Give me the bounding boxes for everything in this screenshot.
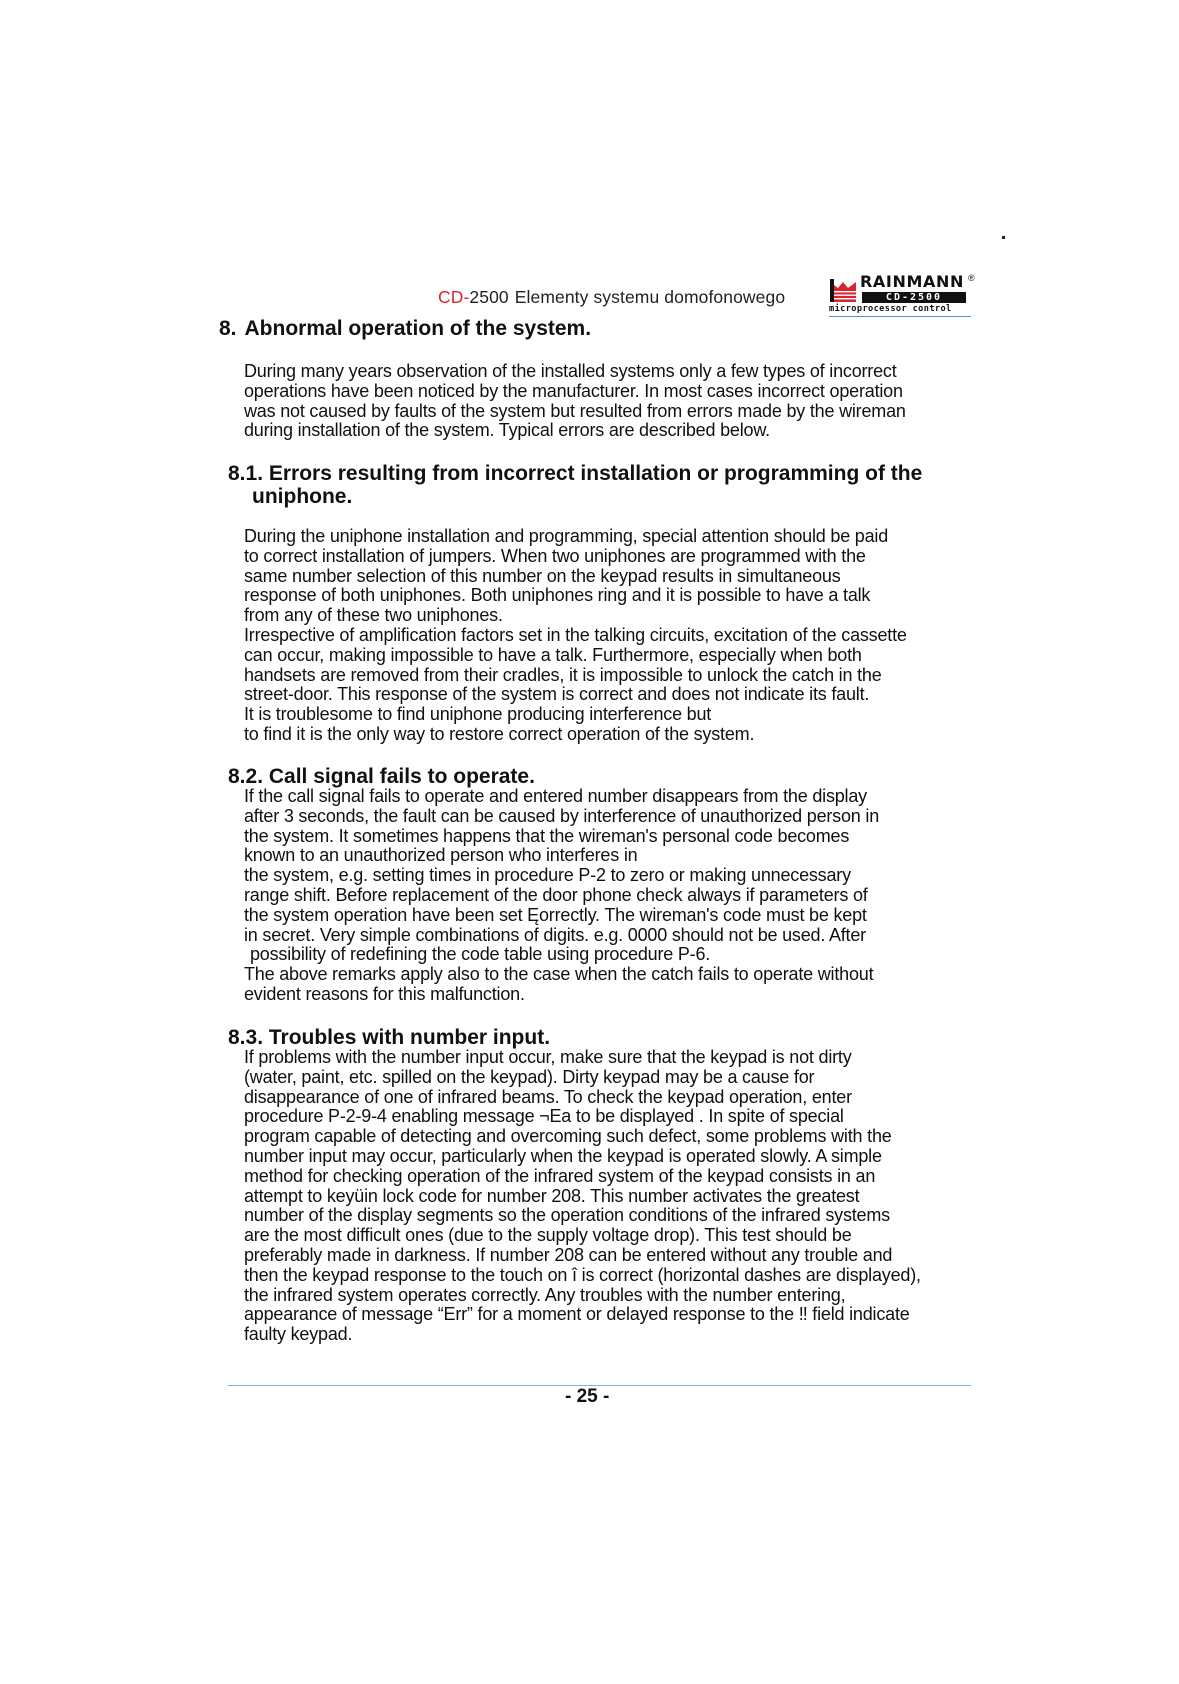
text-line: The above remarks apply also to the case when the catch fails to operate without — [244, 964, 874, 985]
text-line: was not caused by faults of the system but resulted from errors made by the wireman — [244, 400, 906, 421]
logo-tagline: microprocessor control — [829, 304, 952, 314]
text-line: During the uniphone installation and programming, special attention should be paid — [244, 526, 889, 546]
logo-model: CD-2500 — [862, 292, 966, 303]
text-line: in secret. Very simple combinations of digits. e.g. 0000 should not be used. After — [244, 924, 866, 945]
logo-brand: RAINMANN — [860, 272, 964, 291]
text-line: number input may occur, particularly when the keypad is operated slowly. A simple — [244, 1145, 882, 1166]
text-line: (water, paint, etc. spilled on the keypad). Dirty keypad may be a cause for — [244, 1066, 815, 1087]
subsection-8-1-title — [228, 462, 922, 508]
stray-dot — [1002, 236, 1005, 239]
title-line: 8.1. Errors resulting from incorrect installation or programming of the — [228, 462, 923, 485]
logo-registered-mark: ® — [968, 273, 975, 283]
text-line: to find it is the only way to restore correct operation of the system. — [244, 723, 755, 744]
text-line: after 3 seconds, the fault can be caused by interference of unauthorized person in — [244, 805, 880, 826]
text-line: handsets are removed from their cradles, it is impossible to unlock the catch in the — [244, 664, 882, 685]
text-line: to correct installation of jumpers. When two uniphones are programmed with the — [244, 545, 866, 566]
text-line: range shift. Before replacement of the door phone check always if parameters of — [244, 884, 868, 905]
text-line: disappearance of one of infrared beams. To check the keypad operation, enter — [244, 1086, 852, 1107]
text-line: the system operation have been set Ęorrectly. The wireman's code must be kept — [244, 904, 867, 925]
text-line: from any of these two uniphones. — [244, 605, 503, 626]
text-line: street-door. This response of the system is correct and does not indicate its fault. — [244, 684, 870, 705]
title-line: 8.3. Troubles with number input. — [228, 1026, 551, 1049]
text-line: appearance of message “Err” for a moment or delayed response to the ‼ field indicate — [244, 1304, 910, 1325]
text-line: operations have been noticed by the manufacturer. In most cases incorrect operation — [244, 380, 903, 401]
intro-paragraph — [244, 362, 906, 441]
text-line: If problems with the number input occur, make sure that the keypad is not dirty — [244, 1047, 852, 1067]
text-line: response of both uniphones. Both uniphones ring and it is possible to have a talk — [244, 585, 871, 606]
header-model-prefix: CD- — [438, 287, 470, 307]
subsection-8-3-title — [228, 1026, 550, 1049]
text-line: method for checking operation of the infrared system of the keypad consists in an — [244, 1165, 876, 1186]
text-line: number of the display segments so the operation conditions of the infrared systems — [244, 1205, 890, 1226]
section-number: 8. — [219, 317, 237, 340]
text-line: during installation of the system. Typical errors are described below. — [244, 420, 770, 441]
text-line: can occur, making impossible to have a talk. Furthermore, especially when both — [244, 644, 862, 665]
text-line: same number selection of this number on the keypad results in simultaneous — [244, 565, 841, 586]
header-rule — [829, 316, 971, 317]
subsection-8-2-title — [228, 765, 535, 788]
text-line: program capable of detecting and overcoming such defect, some problems with the — [244, 1126, 892, 1147]
text-line: It is troublesome to find uniphone producing interference but — [244, 704, 712, 725]
text-line: procedure P-2-9-4 enabling message ¬Ea to be displayed . In spite of special — [244, 1106, 844, 1127]
text-line: then the keypad response to the touch on î is correct (horizontal dashes are displayed), — [244, 1264, 921, 1285]
text-line: attempt to keyüin lock code for number 208. This number activates the greatest — [244, 1185, 860, 1206]
subsection-8-1-body — [244, 527, 907, 745]
subsection-8-3-body — [244, 1048, 921, 1345]
text-line: During many years observation of the installed systems only a few types of incorrect — [244, 361, 897, 381]
text-line: are the most difficult ones (due to the supply voltage drop). This test should be — [244, 1225, 852, 1246]
running-header — [438, 287, 785, 308]
text-line: evident reasons for this malfunction. — [244, 983, 525, 1004]
rainmann-logo — [829, 272, 975, 316]
text-line: faulty keypad. — [244, 1324, 353, 1345]
title-line: uniphone. — [252, 485, 353, 508]
section-title — [219, 317, 591, 341]
text-line: preferably made in darkness. If number 208 can be entered without any trouble and — [244, 1244, 893, 1265]
text-line: Irrespective of amplification factors set in the talking circuits, excitation of the cassette — [244, 624, 907, 645]
text-line: possibility of redefining the code table using procedure P-6. — [250, 944, 711, 965]
section-title-text: Abnormal operation of the system. — [244, 317, 592, 340]
text-line: the system, e.g. setting times in procedure P-2 to zero or making unnecessary — [244, 865, 851, 886]
text-line: If the call signal fails to operate and entered number disappears from the display — [244, 786, 867, 806]
header-subtitle: Elementy systemu domofonowego — [514, 287, 786, 307]
text-line: the infrared system operates correctly. Any troubles with the number entering, — [244, 1284, 846, 1305]
title-line: 8.2. Call signal fails to operate. — [228, 765, 535, 788]
subsection-8-2-body — [244, 787, 879, 1005]
header-model-number: 2500 — [469, 287, 509, 307]
text-line: the system. It sometimes happens that the wireman's personal code becomes — [244, 825, 850, 846]
text-line: known to an unauthorized person who interferes in — [244, 845, 638, 866]
page-number: - 25 - — [565, 1386, 610, 1407]
